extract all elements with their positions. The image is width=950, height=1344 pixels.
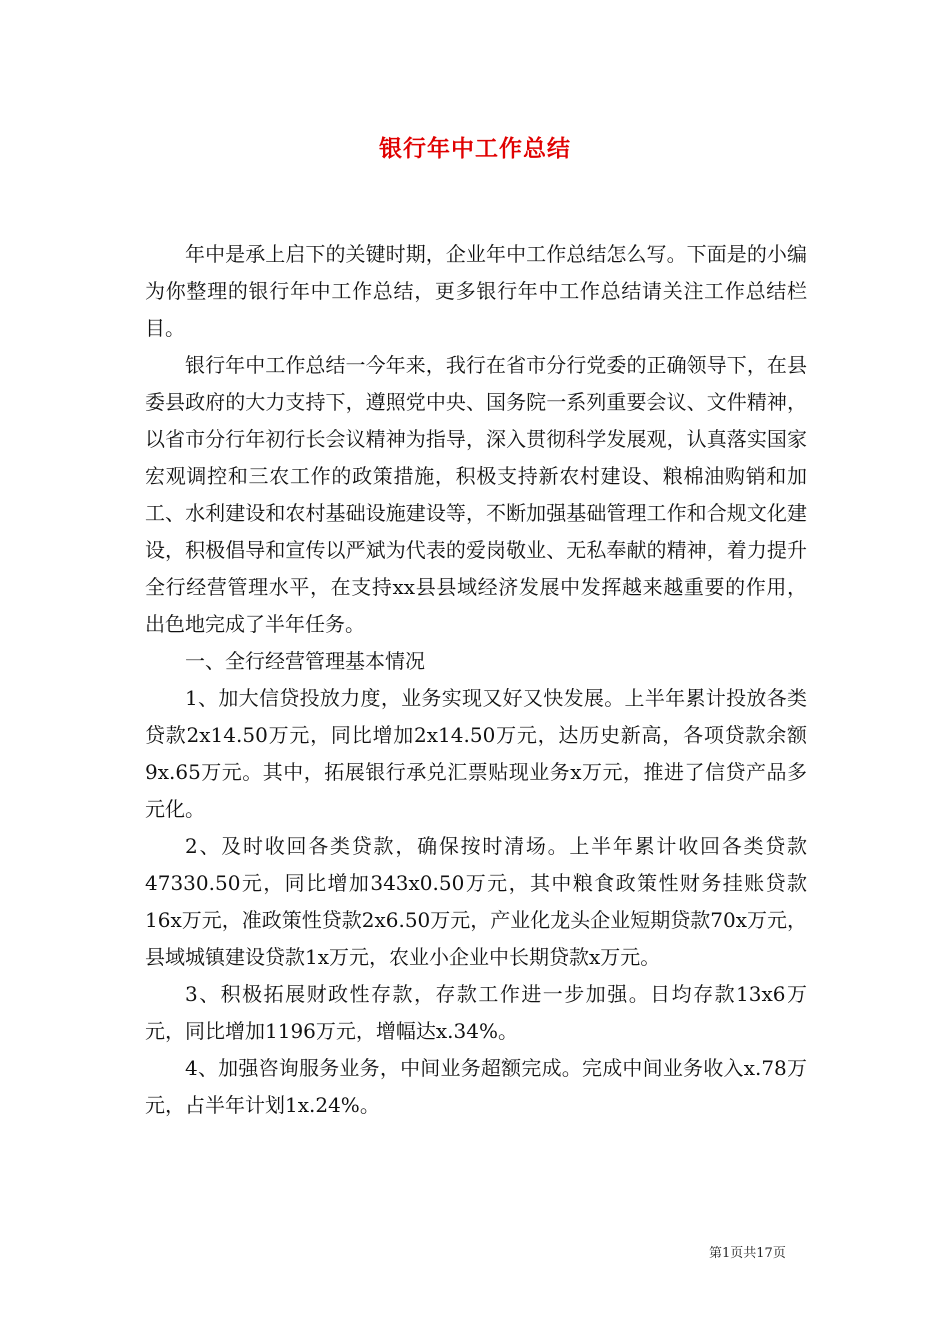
paragraph-item-2: 2、及时收回各类贷款，确保按时清场。上半年累计收回各类贷款47330.50元，同比增加343x0.50万元，其中粮食政策性财务挂账贷款16x万元，准政策性贷款2x6.50万元，产业化龙头企业短期贷款70x万元，县域城镇建设贷款1x万元，农业小企业中长期贷款x万元。 — [145, 834, 807, 969]
document-body — [145, 236, 807, 1124]
page-number: 第1页共17页 — [709, 1246, 786, 1261]
paragraph-intro: 年中是承上启下的关键时期，企业年中工作总结怎么写。下面是的小编为你整理的银行年中工作总结，更多银行年中工作总结请关注工作总结栏目。 — [145, 242, 807, 340]
paragraph-item-4: 4、加强咨询服务业务，中间业务超额完成。完成中间业务收入x.78万元，占半年计划1x.24%。 — [145, 1056, 807, 1117]
section-heading: 一、全行经营管理基本情况 — [185, 649, 425, 673]
paragraph-item-1: 1、加大信贷投放力度，业务实现又好又快发展。上半年累计投放各类贷款2x14.50万元，同比增加2x14.50万元，达历史新高，各项贷款余额9x.65万元。其中，拓展银行承兑汇票贴现业务x万元，推进了信贷产品多元化。 — [145, 686, 807, 821]
paragraph-item-3: 3、积极拓展财政性存款，存款工作进一步加强。日均存款13x6万元，同比增加1196万元，增幅达x.34%。 — [145, 982, 807, 1043]
document-title: 银行年中工作总结 — [379, 136, 571, 162]
paragraph-summary: 银行年中工作总结一今年来，我行在省市分行党委的正确领导下，在县委县政府的大力支持下，遵照党中央、国务院一系列重要会议、文件精神，以省市分行年初行长会议精神为指导，深入贯彻科学发展观，认真落实国家宏观调控和三农工作的政策措施，积极支持新农村建设、粮棉油购销和加工、水利建设和农村基础设施建设等，不断加强基础管理工作和合规文化建设，积极倡导和宣传以严斌为代表的爱岗敬业、无私奉献的精神，着力提升全行经营管理水平，在支持xx县县域经济发展中发挥越来越重要的作用，出色地完成了半年任务。 — [145, 353, 807, 636]
